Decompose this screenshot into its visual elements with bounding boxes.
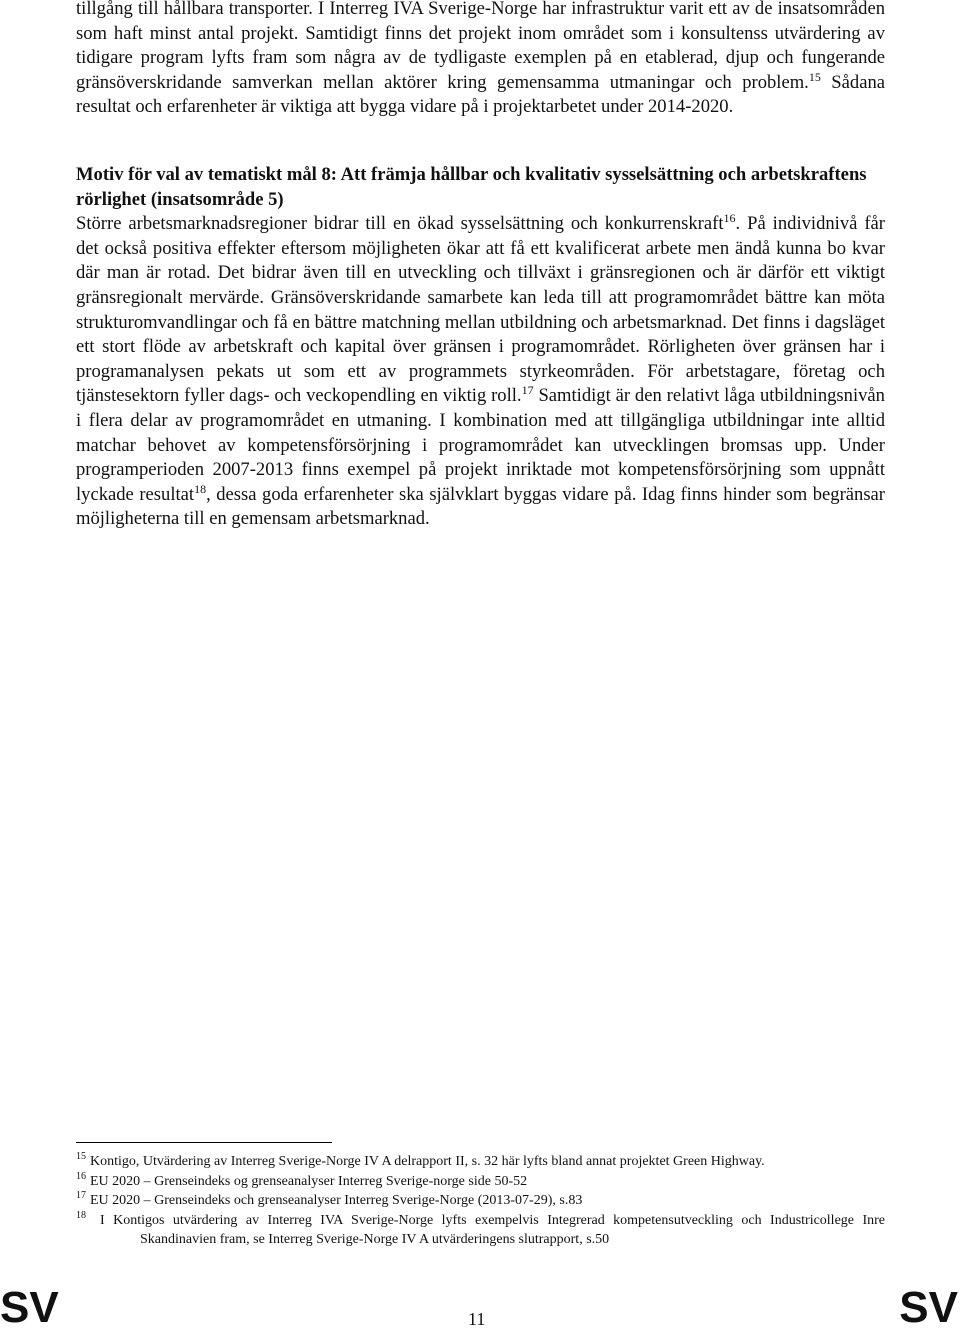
footnote-number: 17 bbox=[76, 1190, 86, 1201]
footnote-16 bbox=[76, 1172, 885, 1192]
footnote-text: I Kontigos utvärdering av Interreg IVA Sverige-Norge lyfts exempelvis Integrerad kompetensutveckling och Industricollege Inre Skandinavien fram, se Interreg Sverige-Norge IV A utvärderingens slutrapport, s.50 bbox=[100, 1212, 885, 1247]
intro-text-continued: Sådana resultat och erfarenheter är viktiga att bygga vidare på i projektarbetet under 2014-2020. bbox=[76, 71, 885, 118]
footnote-ref-18[interactable]: 18 bbox=[194, 481, 207, 496]
footnote-number: 18 bbox=[76, 1209, 86, 1221]
motiv-text-3: Samtidigt är den relativt låga utbildningsnivån i flera delar av programområdet en utmaning. I kombination med att tillgängliga utbildningar inte alltid matchar behovet av kompetensförsörjning i programområdet kan utvecklingen bromsas upp. Under programperioden 2007-2013 finns exempel på projekt inriktade mot kompetensförsörjning som uppnått lyckade resultat bbox=[76, 385, 885, 505]
intro-paragraph bbox=[76, 0, 885, 120]
motiv-text-2: . På individnivå får det också positiva effekter eftersom möjligheten ökar att få ett kvalificerat arbete men ändå kunna bo kvar där man är rotad. Det bidrar även till en utveckling och tillväxt i gränsregionen och är därför ett viktigt gränsregionalt mervärde. Gränsöverskridande samarbete kan leda till att programområdet bättre kan möta strukturomvandlingar och få en bättre matchning mellan utbildning och arbetsmarknad. Det finns i dagsläget ett stort flöde av arbetskraft och kapital över gränsen i programområdet. Rörligheten över gränsen har i programanalysen pekats ut som ett av programmets styrkeområden. För arbetstagare, företag och tjänstesektorn fyller dags- och veckopendling en viktig roll. bbox=[76, 213, 885, 407]
footnote-18 bbox=[76, 1211, 885, 1250]
motiv-section bbox=[76, 163, 885, 532]
footnote-text: EU 2020 – Grenseindeks och grenseanalyser Interreg Sverige-Norge (2013-07-29), s.83 bbox=[90, 1193, 583, 1208]
footnote-ref-15[interactable]: 15 bbox=[808, 69, 821, 84]
footnote-divider bbox=[76, 1142, 332, 1143]
language-code-left: SV bbox=[0, 1283, 59, 1332]
footnote-number: 16 bbox=[76, 1170, 86, 1182]
motiv-paragraph bbox=[76, 212, 885, 532]
footnote-text: EU 2020 – Grenseindeks og grenseanalyser Interreg Sverige-norge side 50-52 bbox=[90, 1173, 528, 1189]
motiv-text-1: Större arbetsmarknadsregioner bidrar till en ökad sysselsättning och konkurrenskraft bbox=[76, 213, 724, 235]
page-number: 11 bbox=[468, 1309, 486, 1329]
footnote-ref-16[interactable]: 16 bbox=[723, 211, 736, 226]
language-code-right: SV bbox=[899, 1283, 958, 1332]
footnote-text: Kontigo, Utvärdering av Interreg Sverige-Norge IV A delrapport II, s. 32 här lyfts bland annat projektet Green Highway. bbox=[90, 1154, 765, 1169]
footnotes bbox=[76, 1152, 885, 1250]
motiv-text-4: , dessa goda erfarenheter ska självklart byggas vidare på. Idag finns hinder som begränsar möjligheterna till en gemensam arbetsmarknad. bbox=[76, 483, 885, 530]
intro-text: tillgång till hållbara transporter. I Interreg IVA Sverige-Norge har infrastruktur varit ett av de insatsområden som haft minst antal projekt. Samtidigt finns det projekt inom området som i konsultenss utvärdering av tidigare program lyfts fram som några av de tydligaste exemplen på en etablerad, djup och fungerande gränsöverskridande samverkan mellan aktörer kring gemensamma utmaningar och problem. bbox=[76, 0, 885, 93]
intro-paragraph-block bbox=[76, 0, 885, 120]
footnote-ref-17[interactable]: 17 bbox=[521, 383, 534, 398]
section-heading: Motiv för val av tematiskt mål 8: Att främja hållbar och kvalitativ sysselsättning och arbetskraftens rörlighet (insatsområde 5) bbox=[76, 164, 867, 210]
footnote-17 bbox=[76, 1191, 885, 1211]
footnote-15 bbox=[76, 1152, 885, 1172]
footnote-number: 15 bbox=[76, 1151, 86, 1162]
